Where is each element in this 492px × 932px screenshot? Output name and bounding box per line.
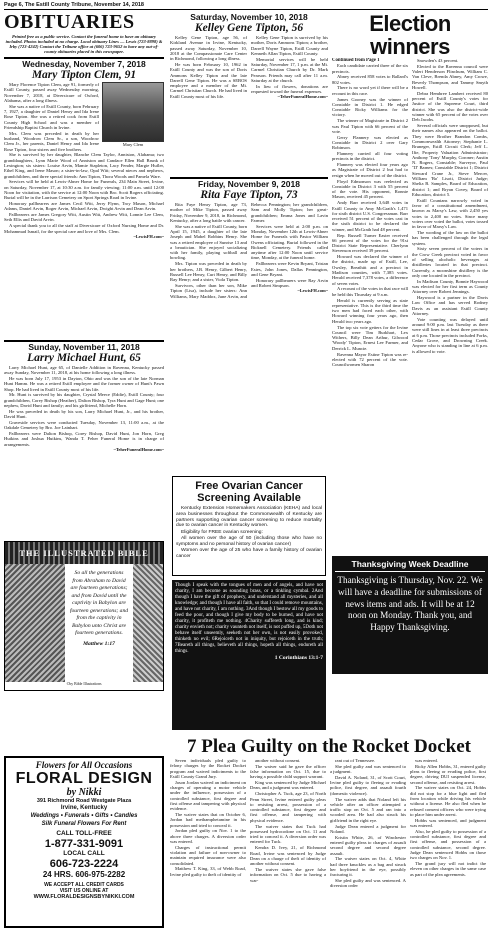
rocket-paragraph: Charges of instructional permit violation and failure of non-owner to maintain required insurance were also consolidated. [170,844,246,866]
rocket-paragraph: Jason Jordan waived an indictment on charges of operating a motor vehicle under the influence, possession of a controlled substance, first degree and first offense and tampering with physical evidence. [170,779,246,812]
floral-address: 391 Richmond Road Westgate Plaza [36,798,132,804]
faye-paragraph: Rita Faye Henry Tipton, age 73, mother of Mike Tipton, passed away Friday, November 9, 2018, in Richmond, Kentucky, after a long battle with cancer. [170,202,247,223]
election-paragraph: James Gooney was the winner of Constable in District 1. He edged Constable Ricky Williams for the victory. [332,96,408,118]
gene-paragraph: Kelley Gene Tipton, age 56, of Kirkland Avenue in Irvine, Kentucky, passed away Saturday, November 10, 2018 at the Compassionate Care Center in Richmond, following a long illness. [170,35,247,62]
clem-paragraph: She is survived by her daughter, Blanche Clem Taylor, Anniston, Alabama; two granddaughters, Lynn Marie Wood of Anniston and Candace Ellen Hall Brunk of Lexington; six sisters: Louise Arvin, Mamie Stapleton, Lacy Fender, Margie Hufler, Ethel King, and Irene Mason; a sister-in-law, Opal Witt; several nieces and nephews, grandchildren, and three special friends: Ann Tipton, Thora Woods and Pamela Ware. [4,152,164,179]
gene-name: Kelley Gene Tipton, 56 [194,22,304,34]
hunt-paragraph: Larry Michael Hunt, age 65, of Danielle Addition in Ravenna, Kentucky passed away Sunday, November 11, 2018, at his home following a long illness. [4,365,164,376]
illustrated-bible-title: THE ILLUSTRATED BIBLE [5,542,163,564]
gene-signature: ~TeherFuneralHome.com~ [277,94,328,100]
hunt-obituary-body [4,365,164,538]
hunt-paragraph: Mr. Hunt is survived by his daughter, Crystal Meece (Eddie), Estill County; four grandchildren, Corey Bishop (Heather), Dalton Bishop, Tyra Hunt and Gage Hunt; one nephew, David Hunt and family; and his girlfriend, Michelle Horn. [4,392,164,409]
rocket-docket-headline: 7 Plea Guilty on the Rocket Docket [187,736,471,757]
election-paragraph: The wording of the law on the ballot has been challenged through the legal system. [412,230,488,246]
faye-paragraph: Mrs. Tipton was preceded in death by her brothers, J.B. Henry, Gilbert Henry, Russell Lee Henry, Curt Henry, and Billy Ray Henry; and a sister, Viola Tipton. [170,261,247,283]
election-paragraph: The winner of Magistrate in District 2 was Paul Tipton with 66 percent of the vote. [332,118,408,134]
illustrated-bible-ref: Matthew 1:17 [83,640,115,647]
illustrated-bible-credit: ©by Bible Illustrations [66,682,102,686]
floral-call: CALL TOLL-FREE [56,830,112,837]
screening-paragraph: Kentucky Extension Homemakers Association (KEHA) and local area businesses throughout the Commonwealth of Kentucky are partners supporting ovarian cancer screening to reduce mortality due to ovarian cancer in Kentucky women. [176,506,322,529]
election-paragraph: Several officials were unopposed, but their names also appeared on the ballot. They were Brother Brandon Combs, Commonwealth Attorney; Stephanie L. Bruneger, Estill Circuit Clerk; Jeff L. Ifie, Property Valuation Administrator; Anthony 'Tony' Murphy, Coroner; Austin N. Rogers, Constable; Surveyor, Paul 'TJ' Barnes; Constable District 1; District Steward Crane Jr., Steve Mercer, William 'Bo' Lisoti, District Judge; Shelia B. Samples, Board of Education, district 1; and Bryan Covey, Board of Education, district 5. [412,123,488,197]
rocket-paragraph: Judge Dean entered a judgment for Noland. [330,823,406,834]
gene-date: Saturday, November 10, 2018 [190,12,308,22]
election-paragraph: Flannery carried all four voting precincts in the district. [332,151,408,162]
middle-obituaries [170,12,328,472]
rocket-paragraph: The waiver states on Oct. 24, Hobbs did not stop for a blue light and fled from location while driving his vehicle without a license. He also fled when he refused consent officers who were trying to place him under arrest. [410,785,486,817]
hunt-date: Sunday, November 11, 2018 [28,342,140,352]
clem-signature: ~LewisFH.com~ [133,234,164,240]
clem-paragraph: A special thank you to all the staff at Diversicare of Oxford Nursing Home and Dr. Mohammad Ismail, for the special care and love of Mrs. Clem. [4,223,164,234]
election-paragraph: Herald is currently serving as state representative. This is the third time the two men had faced each other, with Howard winning four years ago, then Herald two years ago. [332,297,408,324]
faye-paragraph: Honorary pallbearers were Ray Arvin and Robert Simpson. [251,277,328,288]
faye-paragraph: She was a native of Estill County, born April 15, 1945, a daughter of the late Joseph and Mabel Robbins Henry. She was a retired employee of Sunrise 13 and a beautician. She enjoyed socializing with her family, playing softball and bowling. [170,223,247,261]
rocket-paragraph: Kristin White, 26, of Winchester entered guilty pleas to charges of assault second degree and second degree assault. [330,834,406,856]
hunt-paragraph: Pallbearers were Dalton Bishop, Corey Bishop, David Hunt, Jon Horn, Greg Hutkins and Joshua Hutkins, Wanda T. Feher Funeral Home is in charge of arrangements. [4,431,164,447]
rocket-paragraph: The waiver states that on October 6, Jordan had methamphetamine in his possession and tried to conceal it. [170,811,246,828]
floral-visit-label: VISIT US ONLINE AT [59,888,109,894]
rocket-paragraph: David A. Noland, 31, of Scott Court, Irvine pled guilty to fleeing or evading police, first degree, and assault fourth (domestic violence). [330,774,406,796]
gene-paragraph: He was born February 10, 1962 in Estill County and was the son of Doris Ammons Kelley Tipton and the late Darrell Gene Tipton. He was a SEBOS employee and a member of the Mt. Carmel Christian Church. He had lived in Estill County most of his life. [170,61,247,99]
rocket-paragraph: The grand jury will not indict the eleven on other charges in the same case as part of the plea agreements. [410,861,486,877]
faye-paragraph: Pallbearers were Kevin Bryant, Tristan Estes, John Jones, Dallas Pennington, and Gene Bryant. [251,261,328,277]
screening-paragraph: Women over the age of 25 who have a family history of ovarian cancer [176,548,322,559]
rocket-paragraph: was entered. [415,758,438,763]
clem-paragraph: Mary Florence Tipton Clem, age 91, formerly of Estill County, passed away Wednesday morning, November 7, 2018, at Diversicare of Oxford, Alabama, after a long illness. [4,82,99,103]
floral-local-call: LOCAL CALL [63,850,105,857]
faye-obituary-body [170,202,328,440]
gene-paragraph: Kelley Gene Tipton is survived by his mother, Doris Ammons Tipton; a brother, Darrell Wayne Tipton, Estill County and Kenneth Allan Tipton, Estill County. [251,35,328,56]
election-paragraph: Andy Barr received 3,648 votes in Estill County to Amy McGrath's 1,471 for sixth district U.S. Congressman. Barr received 51 percent of the votes cast in the sixth district to be declared the winner, and McGrath had 48 percent. [332,200,408,232]
floral-phone-24hrs[interactable]: 24 HRS. 606-975-2282 [42,870,126,879]
hunt-name: Larry Michael Hunt, 65 [27,352,141,364]
clem-paragraph: Mrs. Clem was preceded in death by her husband, Woodrow Clem Sr., a son, Woodrow Clem Jr., her parents, Daniel Henry and Ida Irene Rose Tipton, four sisters and five brothers. [4,130,99,152]
clem-photo-caption: Mary Clem [122,142,144,147]
illustration-left [5,564,65,682]
thanksgiving-body: Thanksgiving is Thursday, Nov. 22. We will have a deadline for submissions of news items and ads. It will be at 12 noon on Monday. Thank you, and Happy Thanksgiving. [337,575,483,633]
election-paragraph: There is no word yet if there will be a recount in this race. [332,85,408,96]
gene-obituary-body [170,35,328,175]
rocket-col-3 [330,758,406,928]
election-paragraph: Estill Counians narrowly voted in favor of a constitutional amendment, known as Marsy's Law, with 2,450 yes votes to 2,400 no votes. Since many voters over voted the ballot, votes tossed in favor of Marsy's Law. [412,197,488,230]
rocket-paragraph: Christopher A. Tuck, age 23, of North Penn Street, Irvine entered guilty pleas to resisting arrest, possession of a controlled substance, first degree and first offense, and tampering with physical evidence. [250,791,326,823]
election-paragraph: A recount of the votes in that race will be held this Thursday at 9 a.m. [332,286,408,297]
rocket-paragraph: Ricky Allen Hobbs, 31, entered guilty pleas to fleeing or evading police, first degree, driving DUI suspended license, second offense, and resisting arrest. [410,763,486,785]
election-paragraph: Snowden's 43 percent. [417,58,459,63]
faye-name: Rita Faye Tipton, 73 [200,189,298,201]
rocket-paragraph: She pled guilty and was sentenced to a judgment. [330,763,406,775]
clem-photo-block [102,82,164,147]
screening-paragraph: Eligibility for FREE ovarian screening: [181,529,263,535]
rocket-docket-article [170,736,488,930]
election-continued: Continued from Page 1 [332,58,380,63]
floral-website-link[interactable]: WWW.FLORALDESIGNSBYNIKKI.COM [33,894,135,900]
rocket-paragraph: Jordan pled guilty on Nov. 1 to the above three charges. A diversion order was entered. [170,828,246,844]
rocket-col-2 [250,758,326,928]
election-paragraph: Rep. Russell Turner Easter received 66 percent of the votes for the 91st District State Representative. Cherlynn Stevenson received 39 percent. [332,232,408,254]
election-paragraph: The top six vote getters for the Irvine Council were Tim Burkhart, Lex Withers, Billy Dean Arthur, Gilwood 'Woody' Tipton, Ernest Lee Farmer, and Derrick L. Muncie. [332,324,408,351]
clem-paragraph: She was a native of Estill County, born February 7, 1927, a daughter of Daniel Henry and Ida Irene Rose Tipton. She was a retired cook from Estill County High School and was a member of Friendship Baptist Church in Irvine. [4,103,99,130]
rocket-col-1 [170,758,246,928]
gene-paragraph: In lieu of flowers, donations are requested toward the funeral expenses. [251,83,328,94]
clem-paragraph: Pallbearers are James Gregory Witt, Austin Witt, Andrew Witt, Lonnie Lee Clem, Seth Ellis and David Arvin. [4,212,164,223]
rocket-paragraph: Hobbs was sentenced, and judgment was entered. [410,817,486,829]
rocket-paragraph: The waiver said he gave the officer false information on Oct. 15, due to having a possible child support warrant. [250,763,326,780]
bible-verse-text: Though I speak with the tongues of men and of angels, and have not charity, I am become as sounding brass, or a tinkling cymbal. 2And though I have the gift of prophecy, and understand all mysteries, and all knowledge; and though I have all faith, so that I could remove mountains, and have not charity, I am nothing. 3And though I bestow all my goods to feed the poor, and though I give my body to be burned, and have not charity, it profiteth me nothing. 4Charity suffereth long, and is kind; charity envieth not; charity vaunteth not itself, is not puffed up, 5Doth not behave itself unseemly, seeketh not her own, is not easily provoked, thinketh no evil; 6Rejoiceth not in iniquity, but rejoiceth in the truth; 7Beareth all things, believeth all things, hopeth all things, endureth all things. [175,583,323,654]
rocket-col-4 [410,758,486,928]
election-paragraph: Sixty seven percent of the voters in the Crow Creek precinct voted in favor of selling alcoholic beverages at distilleries located in that precinct. Currently, a moonshine distillery is the only one located in the precinct. [412,246,488,278]
election-paragraph: Ravenna Mayor Estine Tipton was re-elected with 72 percent of the vote. Councilwomen Sharon [332,351,408,368]
hunt-paragraph: Graveside services were conducted Tuesday, November 13, 11:00 a.m., at the Oakdale Cemetery by Bro. Joe Lainhart. [4,419,164,431]
floral-by: by Nikki [66,787,102,798]
election-paragraph: Flannery was elected four years ago as Magistrate of District 2 but had to resign when he moved out of the district. [332,162,408,178]
obituaries-intro: Printed free as a public service. Contact the funeral home to have an obituary included. Photos included at no charge. Local obituary Lines — Lewis (723-8898) & Irby (723-4242) Contact the Tribune office at (606) 723-9652 to have any out-of-county obituaries placed in this newspaper. [5,34,163,54]
rocket-paragraph: The waiver adds that Noland left his vehicle after an officer attempted a traffic stop on Oct. 5 and ran into a wooded area. He had also struck his girlfriend in the right eye. [330,796,406,823]
floral-services: Weddings • Funerals • Gifts • Candles [30,813,138,819]
hunt-paragraph: He was preceded in death by his son, Larry Michael Hunt, Jr., and his brother, David Hunt. [4,408,164,420]
rocket-paragraph: The waiver states on Oct. 4, White had three knuckles as a bag and struck her boyfriend in the eye, possibly fracturing it. [330,856,406,878]
clem-obituary-body [4,82,164,340]
thanksgiving-title: Thanksgiving Week Deadline [335,559,485,572]
clem-photo [102,82,164,142]
floral-city: Irvine, Kentucky [60,805,108,811]
gene-paragraph: Memorial services will be held Saturday, November 17, 1 p.m. at the Mt. Carmel Christian Church by Dr. Mark Pearson. Friends may call after 11 a.m. Saturday at the church. [251,56,328,83]
election-paragraph: In Madison County, Bonnie Haywood was elected for her first term as County Attorney over Robert Jennings. [412,278,488,295]
floral-phone-tollfree[interactable]: 1-877-331-9091 [44,838,124,850]
election-paragraph: Abney received 858 votes to Ballard's 802 votes. [332,74,408,85]
illustrated-bible-verse: So all the generations from Abraham to David are fourteen generations; and from David until the captivity in Babylon are fourteen generations; and from the captivity in Babylon unto Christ are fourteen generations. [69,570,129,636]
election-col-1 [332,58,408,552]
faye-signature: ~LewisFH.com~ [297,288,328,294]
faye-paragraph: Survivors, other than her son, Mike Tipton (Lisa), include her sisters: Ann Williams, Mary Maddox, June Arvin, and Rebecca Pennington; her grandchildren, Sam and Molly Tipton; her great-grandchildren; Emma Jones and Lavin Farmer. [170,202,328,299]
election-paragraph: Each candidate carried three of the six precincts. [332,63,408,74]
rocket-paragraph: She pled guilty and was sentenced. A diversion order [330,878,406,889]
screening-paragraph: All women over the age of 50 (including those who have no symptoms and no personal history of ovarian cancer) [176,535,322,547]
election-paragraph: Vote counting was delayed until around 9:00 p.m. last Tuesday as there were still lines in at least three precincts at 6 p.m. Those precincts included Forks, Cedar Grove, and Drowning Creek. Anyone who is standing in line at 6 p.m. is allowed to vote. [412,316,488,354]
illustrated-bible-ad [4,541,164,691]
faye-date: Friday, November 9, 2018 [198,179,300,189]
hunt-paragraph: He was born July 17, 1953 in Dayton, Ohio and was the son of the late Norman Hunt Hamm. He was a retired Estill employee and the former owner of Hunt's Pawn Shop. He had lived in Estill County most of his life. [4,376,164,392]
illustration-right [133,564,163,682]
election-paragraph: Gerry Flannery was elected as Constable in District 2 over Gary Robinson. [332,134,408,151]
election-article [332,12,488,552]
rocket-paragraph: rant out of Tennessee. [335,758,376,763]
rocket-paragraph: King was sentenced by Judge Michael Dean, and a judgment was entered. [250,780,326,791]
clem-paragraph: Honorary pallbearers are James Cecil Witt, Jerry Flynn, Troy Mason, Michael Adams, Daniel Arvin, Roger Arvin, Michael Arvin, Dwight Arvin and Dean Arvin. [4,201,164,212]
hunt-signature: ~TeherFuneralHome.com~ [113,447,164,453]
screening-body [176,506,322,560]
faye-paragraph: Services were held at 2:00 p.m. on Monday, November 12th at Lewis-Abner Home for Funerals with Pastor William Owens officiating. Burial followed in the Bicknell Cemetery. Friends called anytime after 12:00 Noon until service time, Monday, at the funeral home. [251,223,328,261]
rocket-paragraph: another without consent. [255,758,301,763]
clem-date: Wednesday, November 7, 2018 [22,59,146,69]
bible-verse-box [172,580,326,730]
obituaries-title: OBITUARIES [4,12,135,33]
page-header: Page 6, The Estill County Tribune, November 14, 2018 [4,2,488,10]
clem-name: Mary Tipton Clem, 91 [31,69,137,81]
screening-title: Free Ovarian Cancer Screening Available [195,480,303,504]
floral-design-ad [4,756,164,928]
bible-verse-ref: 1 Corinthians 13:1-7 [274,655,323,661]
rocket-paragraph: Seven individuals pled guilty to felony charges by the Rocket Docket program and waived indictments to the Estill County Grand Jury. [170,758,246,779]
ovarian-screening-box [172,476,326,576]
floral-phone-local[interactable]: 606-723-2224 [49,858,119,870]
floral-name: FLORAL DESIGN [15,770,153,787]
floral-credit-cards: WE ACCEPT ALL CREDIT CARDS [44,882,124,888]
clem-paragraph: Services will be held at Lewis-Abner Home for Funerals, 234 Main Street, Irvine, on Saturday, November 17, at 10:30 a.m. for family viewing; 11:00 a.m. until 12:00 Noon for visitation, with the service at 12:00 Noon with Bro. Scott Rogers officiating. Burial will be in the Larrison Cemetery on Sport Springs Road in Irvine. [4,179,164,201]
election-paragraph: Elected to the Ravenna council were Valeri Henderson Flinchum, William C. Van Cleve, Brenda Abney, Amy Crowe, Beverly Thompson, and Tammy Smyth Howell. [412,63,488,90]
election-col-2 [412,58,488,552]
election-paragraph: Debra Hembree Lambert received 80 percent of Estill County's votes for Justice of the Supreme Court, third district. She was also the district-wide winner with 65 percent of the votes over Deb Jacobs. [412,90,488,123]
thanksgiving-deadline-box [332,556,488,674]
rocket-paragraph: The waiver states she gave false information on Oct. 5 due to having a war- [250,866,326,883]
rocket-paragraph: Also, he pled guilty to possession of a controlled substance, first degree and first offense, and possession of a controlled substance, second degree. Judge Dean sentenced Hobbs on those two charges on Nov. 1. [410,828,486,861]
rocket-paragraph: Kendra D. Ivey, 21, of Richmond Road, Irvine was sentenced by Judge Dean on a charge of theft of identity of another without consent. [250,845,326,867]
rocket-paragraph: Matthew T. King, 33, of Webb Road, Irvine pled guilty to theft of identity of [170,866,246,877]
rocket-paragraph: The waiver states that Tuck had possessed hydrocodone on Oct. 11 and tried to conceal it. A diversion order was entered for Tuck. [250,823,326,845]
election-paragraph: Haywood is a partner in the Davis Law Office and has served Rodney Davis as an assistant Estill County Attorney. [412,295,488,316]
floral-sub: Silk Funeral Flowers For Rent [41,821,127,827]
election-paragraph: Floyd Edmonson was reelected as Constable in District 3 with 55 percent of the vote. His opponent, Ronnie Mason, received 45 percent. [332,178,408,200]
election-title: Election winners [369,12,451,59]
election-paragraph: Howard was declared the winner of the district, made up of Estill, Lee, Owsley, Breathitt and a precinct in Madison counties, with 7,385 votes. Herald received 7,378 votes, a difference of seven votes. [332,254,408,286]
floral-tagline: Flowers for All Occasions [35,760,133,770]
